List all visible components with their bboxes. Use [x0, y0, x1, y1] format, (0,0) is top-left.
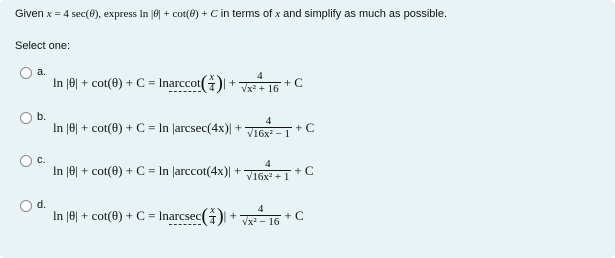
- question-mid: ), express ln |: [94, 8, 154, 20]
- radio-b[interactable]: [20, 112, 32, 124]
- formula-inner-frac: [208, 73, 215, 94]
- inner-num: x: [210, 204, 215, 216]
- formula-paren-close: ): [216, 72, 223, 94]
- frac-num: 4: [257, 203, 264, 215]
- question-mid4: in terms of: [217, 8, 276, 20]
- question-theta3: θ: [189, 8, 196, 20]
- formula-frac: [240, 203, 282, 229]
- formula-tail: + C: [294, 163, 314, 178]
- formula-tail: + C: [283, 75, 303, 90]
- formula-frac: [244, 158, 291, 184]
- formula-lhs: ln |θ| + cot(θ) + C = ln: [53, 75, 169, 90]
- frac-den: √16x² − 1: [247, 128, 291, 140]
- option-letter: a.: [37, 66, 47, 78]
- question-mid2: | + cot(: [158, 8, 190, 20]
- inner-den: 4: [209, 215, 215, 227]
- radio-a[interactable]: [20, 67, 32, 79]
- option-b[interactable]: [20, 111, 314, 141]
- question-suffix: and simplify as much as possible.: [280, 8, 448, 20]
- frac-num: 4: [265, 158, 271, 170]
- formula-lhs: ln |θ| + cot(θ) + C = ln: [53, 208, 169, 223]
- formula-frac: [245, 115, 292, 141]
- formula-frac: [239, 70, 281, 96]
- formula-func: arcsec: [168, 207, 202, 223]
- inner-num: x: [209, 71, 214, 83]
- frac-den: √x² − 16: [241, 216, 280, 228]
- formula-tail: + C: [295, 120, 315, 135]
- option-d[interactable]: [20, 199, 304, 229]
- question-theta2: θ: [153, 8, 159, 20]
- option-a-formula: ln |θ| + cot(θ) + C = ln arccot ( $\frac{x}{4}$ ) | + $\frac{4}{\text{√x² + 16}}$ + C: [53, 70, 303, 95]
- question-text: [15, 8, 447, 20]
- question-mid3: ) +: [195, 8, 211, 20]
- option-c[interactable]: [20, 154, 314, 184]
- question-x: x: [46, 8, 52, 20]
- formula-inner-frac: [209, 206, 216, 227]
- formula-lhs: ln |θ| + cot(θ) + C = ln |arccot(4x)| +: [53, 163, 242, 178]
- question-x2: x: [275, 8, 281, 20]
- formula-paren-open: (: [201, 205, 208, 227]
- select-one-label: Select one:: [15, 40, 71, 52]
- question-prefix: Given: [15, 8, 47, 20]
- option-c-formula: [53, 158, 314, 184]
- frac-num: 4: [265, 115, 272, 127]
- option-letter: c.: [37, 154, 46, 166]
- frac-den: √x² + 16: [241, 83, 279, 95]
- option-letter: d.: [37, 199, 47, 211]
- option-a[interactable]: [20, 66, 303, 96]
- radio-c[interactable]: [20, 155, 32, 167]
- frac-num: 4: [257, 70, 263, 82]
- formula-lhs: ln |θ| + cot(θ) + C = ln |arcsec(4x)| +: [53, 120, 243, 135]
- option-letter: b.: [37, 111, 47, 123]
- frac-den: √16x² + 1: [246, 171, 290, 183]
- radio-d[interactable]: [20, 200, 32, 212]
- option-b-formula: [53, 115, 314, 141]
- question-eq: = 4 sec(: [51, 8, 90, 20]
- option-d-formula: ln |θ| + cot(θ) + C = ln arcsec ( $\frac{x}{4}$ ) | + $\frac{4}{\text{√x² − 16}}$ + C: [53, 203, 304, 228]
- formula-func: arccot: [168, 74, 201, 90]
- question-c: C: [210, 8, 218, 20]
- formula-paren-open: (: [200, 72, 208, 94]
- inner-den: 4: [209, 82, 215, 94]
- formula-tail: + C: [284, 208, 304, 223]
- formula-paren-close: ): [216, 205, 224, 227]
- question-theta: θ: [89, 8, 95, 20]
